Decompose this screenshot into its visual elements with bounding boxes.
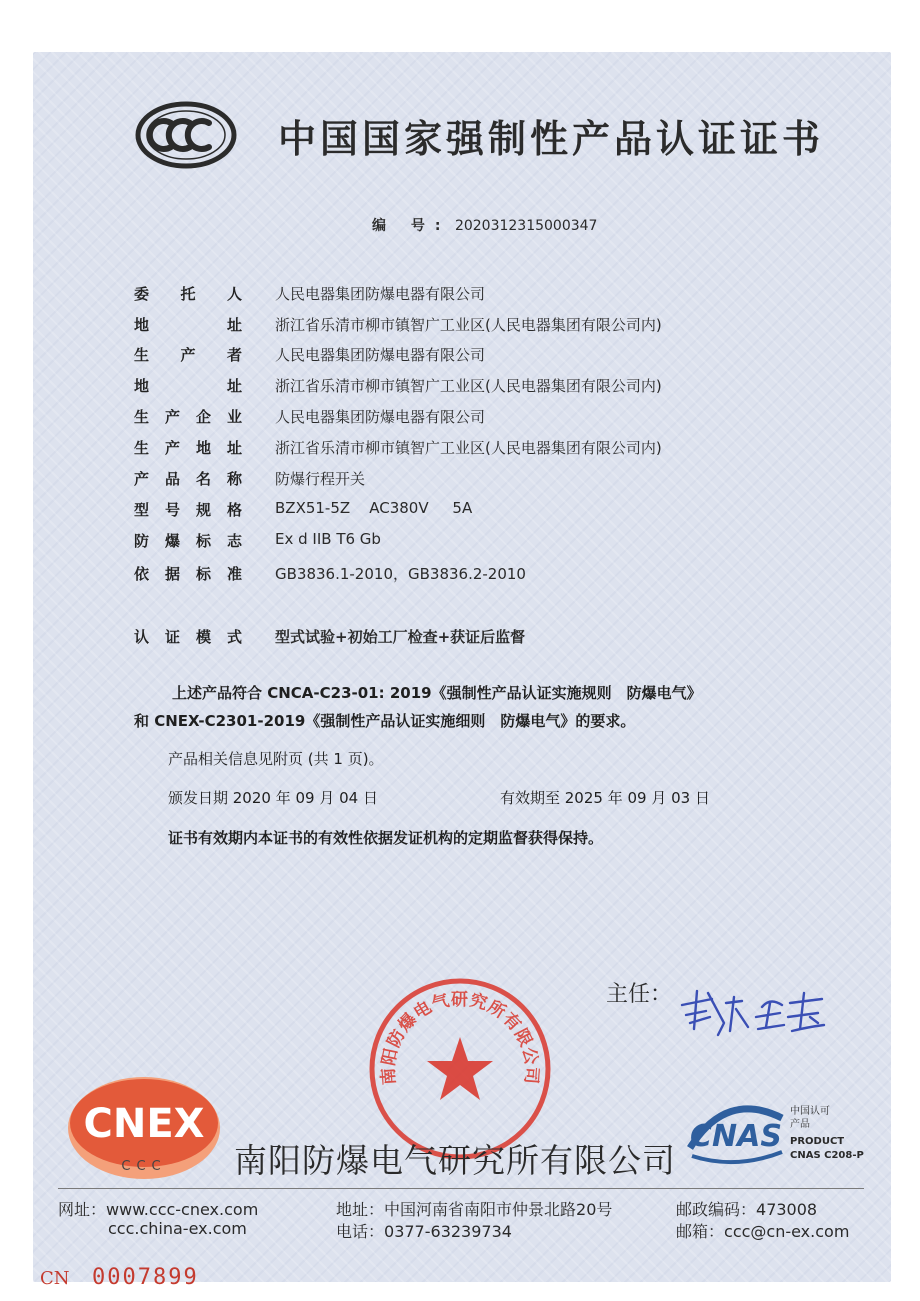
cnas-text: CNAS	[690, 1119, 782, 1154]
footer-website-2[interactable]: ccc.china-ex.com	[108, 1219, 247, 1238]
number-label: 编 号:	[372, 218, 451, 234]
cnas-en-line-2: CNAS C208-P	[790, 1150, 864, 1161]
postcode-label: 邮政编码：	[676, 1200, 757, 1219]
postcode-value: 473008	[756, 1200, 818, 1219]
cnex-sub-text: CCC	[121, 1159, 167, 1174]
director-label: 主任：	[606, 982, 673, 1007]
cnex-text: CNEX	[83, 1101, 205, 1147]
field-value-product-name: 防爆行程开关	[275, 470, 366, 488]
field-label-factory-address: 生 产 地 址	[134, 439, 242, 457]
seal-text: 南阳防爆电气研究所有限公司	[378, 989, 542, 1086]
phone-label: 电话：	[336, 1222, 385, 1241]
email-label: 邮箱：	[676, 1222, 725, 1241]
attachment-note: 产品相关信息见附页 (共 1 页)。	[168, 750, 384, 768]
seal-star-icon	[427, 1037, 493, 1100]
field-value-factory: 人民电器集团防爆电器有限公司	[275, 408, 486, 426]
cnas-cn-line-2: 产品	[790, 1119, 810, 1130]
certificate-number	[372, 215, 597, 235]
field-value-cert-mode: 型式试验+初始工厂检查+获证后监督	[275, 628, 526, 646]
footer-email	[676, 1219, 849, 1242]
statement-line-1: 上述产品符合 CNCA-C23-01: 2019《强制性产品认证实施规则 防爆电气》	[172, 684, 702, 702]
statement-line-2: 和 CNEX-C2301-2019《强制性产品认证实施细则 防爆电气》的要求。	[134, 712, 636, 730]
ccc-logo-icon	[134, 100, 238, 170]
website-1[interactable]: www.ccc-cnex.com	[106, 1200, 259, 1219]
field-label-factory: 生 产 企 业	[134, 408, 242, 426]
field-label-ex-marking: 防 爆 标 志	[134, 532, 242, 550]
cnas-cn-line-1: 中国认可	[790, 1106, 830, 1117]
footer-divider	[58, 1188, 864, 1189]
expiry-date: 有效期至 2025 年 09 月 03 日	[500, 789, 710, 807]
field-value-manufacturer: 人民电器集团防爆电器有限公司	[275, 346, 486, 364]
field-value-model: BZX51-5Z AC380V 5A	[275, 499, 473, 517]
serial-number: 0007899	[92, 1265, 199, 1290]
field-label-manufacturer-address: 地 址	[134, 377, 242, 395]
cnas-logo-icon	[686, 1100, 882, 1166]
field-value-factory-address: 浙江省乐清市柳市镇智广工业区(人民电器集团有限公司内)	[275, 439, 662, 457]
issue-date: 颁发日期 2020 年 09 月 04 日	[168, 789, 378, 807]
field-value-manufacturer-address: 浙江省乐清市柳市镇智广工业区(人民电器集团有限公司内)	[275, 377, 662, 395]
address-value: 中国河南省南阳市仲景北路20号	[384, 1200, 613, 1219]
website-label: 网址：	[58, 1200, 107, 1219]
serial-prefix: CN	[40, 1268, 70, 1289]
field-value-client-address: 浙江省乐清市柳市镇智广工业区(人民电器集团有限公司内)	[275, 316, 662, 334]
field-value-standards: GB3836.1-2010，GB3836.2-2010	[275, 565, 526, 583]
certificate-title: 中国国家强制性产品认证证书	[278, 117, 825, 161]
field-value-client: 人民电器集团防爆电器有限公司	[275, 285, 486, 303]
email-value[interactable]: ccc@cn-ex.com	[724, 1222, 850, 1241]
footer-website	[58, 1197, 258, 1220]
validity-note: 证书有效期内本证书的有效性依据发证机构的定期监督获得保持。	[168, 829, 604, 847]
cnas-en-line-1: PRODUCT	[790, 1136, 845, 1147]
number-value: 2020312315000347	[454, 218, 598, 234]
field-label-client-address: 地 址	[134, 316, 242, 334]
address-label: 地址：	[336, 1200, 385, 1219]
footer-address	[336, 1197, 612, 1220]
handwritten-signature	[672, 983, 832, 1039]
field-label-standards: 依 据 标 准	[134, 565, 242, 583]
cnex-logo-icon	[66, 1075, 222, 1181]
footer-phone	[336, 1219, 512, 1242]
field-label-cert-mode: 认 证 模 式	[134, 628, 242, 646]
field-label-manufacturer: 生 产 者	[134, 346, 242, 364]
phone-value: 0377-63239734	[384, 1222, 512, 1241]
field-label-model: 型 号 规 格	[134, 501, 242, 519]
field-label-client: 委 托 人	[134, 285, 242, 303]
organization-name: 南阳防爆电气研究所有限公司	[234, 1141, 676, 1180]
footer-postcode	[676, 1197, 817, 1220]
field-label-product-name: 产 品 名 称	[134, 470, 242, 488]
field-value-ex-marking: Ex d IIB T6 Gb	[275, 530, 381, 548]
